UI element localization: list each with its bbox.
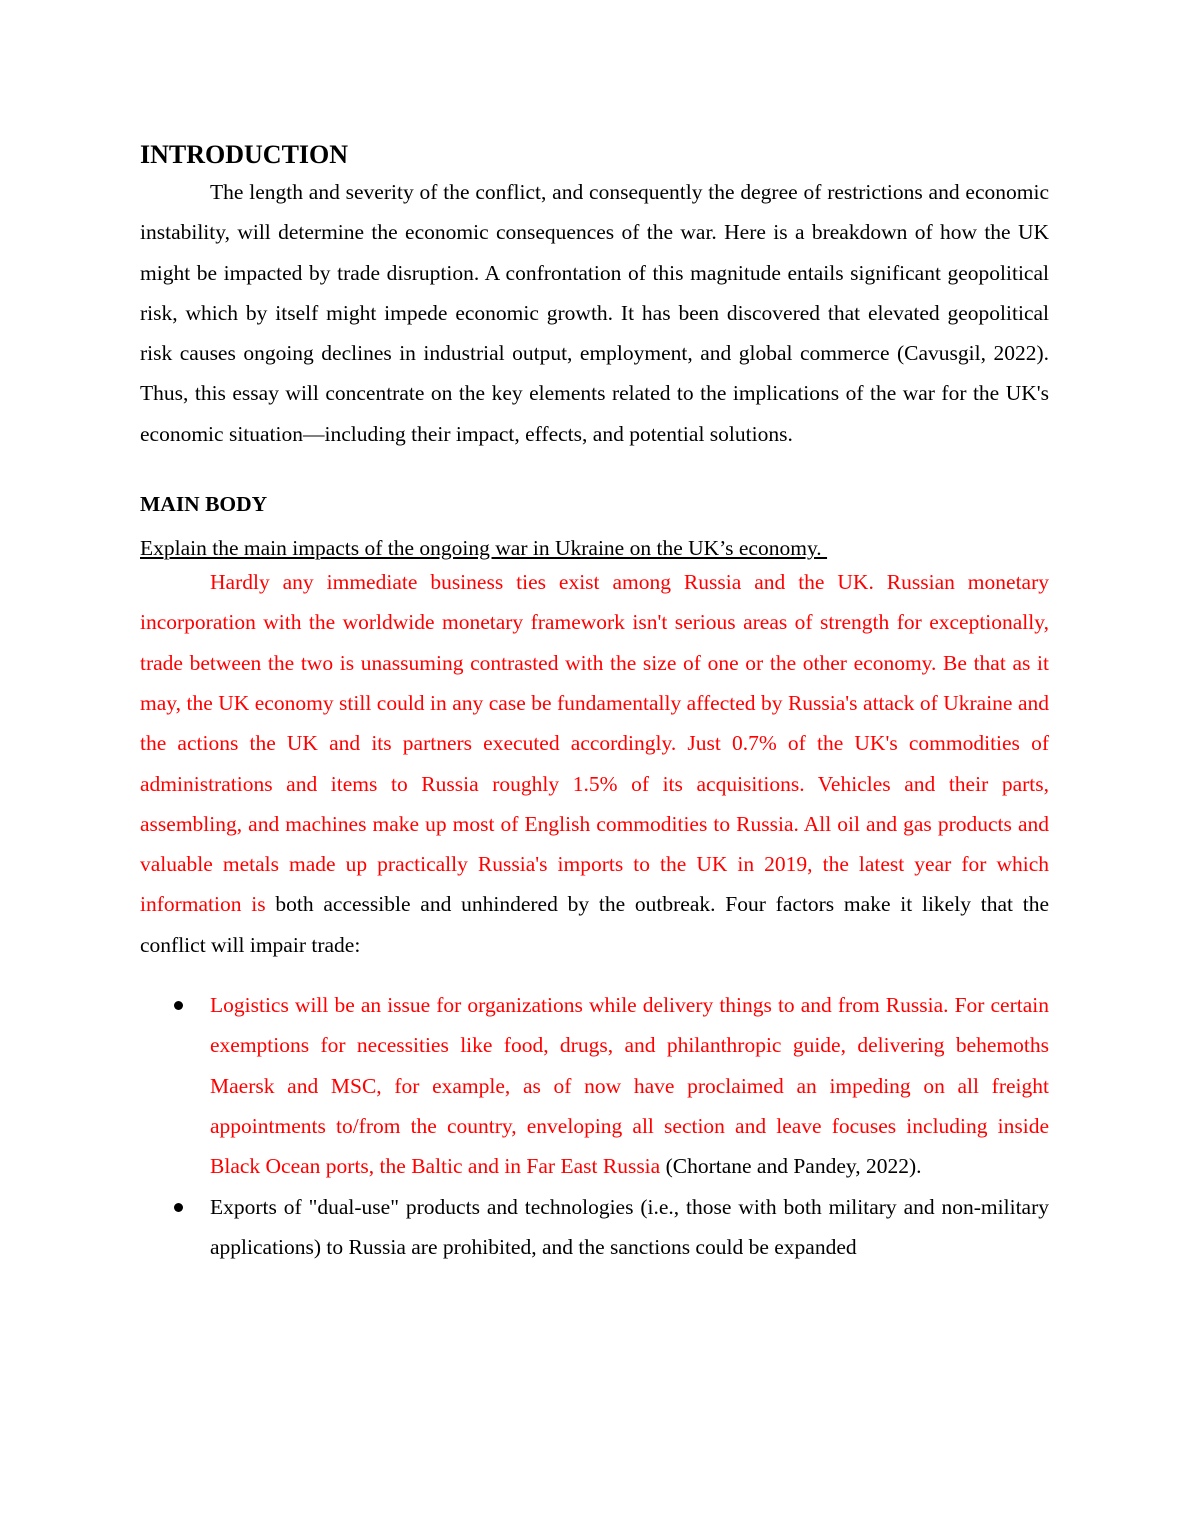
main-body-paragraph (140, 562, 1049, 965)
bullet-list (140, 985, 1049, 1267)
document-page (140, 138, 1049, 1267)
plain-text: both accessible and unhindered by the outbreak. Four factors make it likely that the conflict will impair trade: (140, 892, 1049, 957)
main-body-heading: MAIN BODY (140, 492, 268, 517)
bullet-icon (174, 1001, 183, 1010)
introduction-heading: INTRODUCTION (140, 140, 349, 169)
list-item (140, 1187, 1049, 1268)
list-item (140, 985, 1049, 1186)
plain-text: (Chortane and Pandey, 2022). (660, 1154, 922, 1179)
introduction-paragraph: The length and severity of the conflict, and consequently the degree of restrictions and economic instability, will determine the economic consequences of the war. Here is a breakdown of how the UK might be impacted by trade disruption. A confrontation of this magnitude entails significant geopolitical risk, which by itself might impede economic growth. It has been discovered that elevated geopolitical risk causes ongoing declines in industrial output, employment, and global commerce (Cavusgil, 2022). Thus, this essay will concentrate on the key elements related to the implications of the war for the UK's economic situation—including their impact, effects, and potential solutions. (140, 180, 1049, 446)
highlighted-text: Hardly any immediate business ties exist among Russia and the UK. Russian monetary incorporation with the worldwide monetary framework isn't serious areas of strength for exceptionally, trade between the two is unassuming contrasted with the size of one or the other economy. Be that as it may, the UK economy still could in any case be fundamentally affected by Russia's attack of Ukraine and the actions the UK and its partners executed accordingly. Just 0.7% of the UK's commodities of administrations and items to Russia roughly 1.5% of its acquisitions. Vehicles and their parts, assembling, and machines make up most of English commodities to Russia. All oil and gas products and valuable metals made up practically Russia's imports to the UK in 2019, the latest year for which information is (140, 570, 1049, 917)
bullet-icon (174, 1203, 183, 1212)
highlighted-text: Logistics will be an issue for organizations while delivery things to and from Russia. For certain exemptions for necessities like food, drugs, and philanthropic guide, delivering behemoths Maersk and MSC, for example, as of now have proclaimed an impeding on all freight appointments to/from the country, enveloping all section and leave focuses including inside Black Ocean ports, the Baltic and in Far East Russia (210, 993, 1049, 1179)
plain-text: Exports of "dual-use" products and technologies (i.e., those with both military and non-military applications) to Russia are prohibited, and the sanctions could be expanded (210, 1194, 1049, 1259)
main-body-subheading: Explain the main impacts of the ongoing war in Ukraine on the UK’s economy. (140, 536, 828, 561)
